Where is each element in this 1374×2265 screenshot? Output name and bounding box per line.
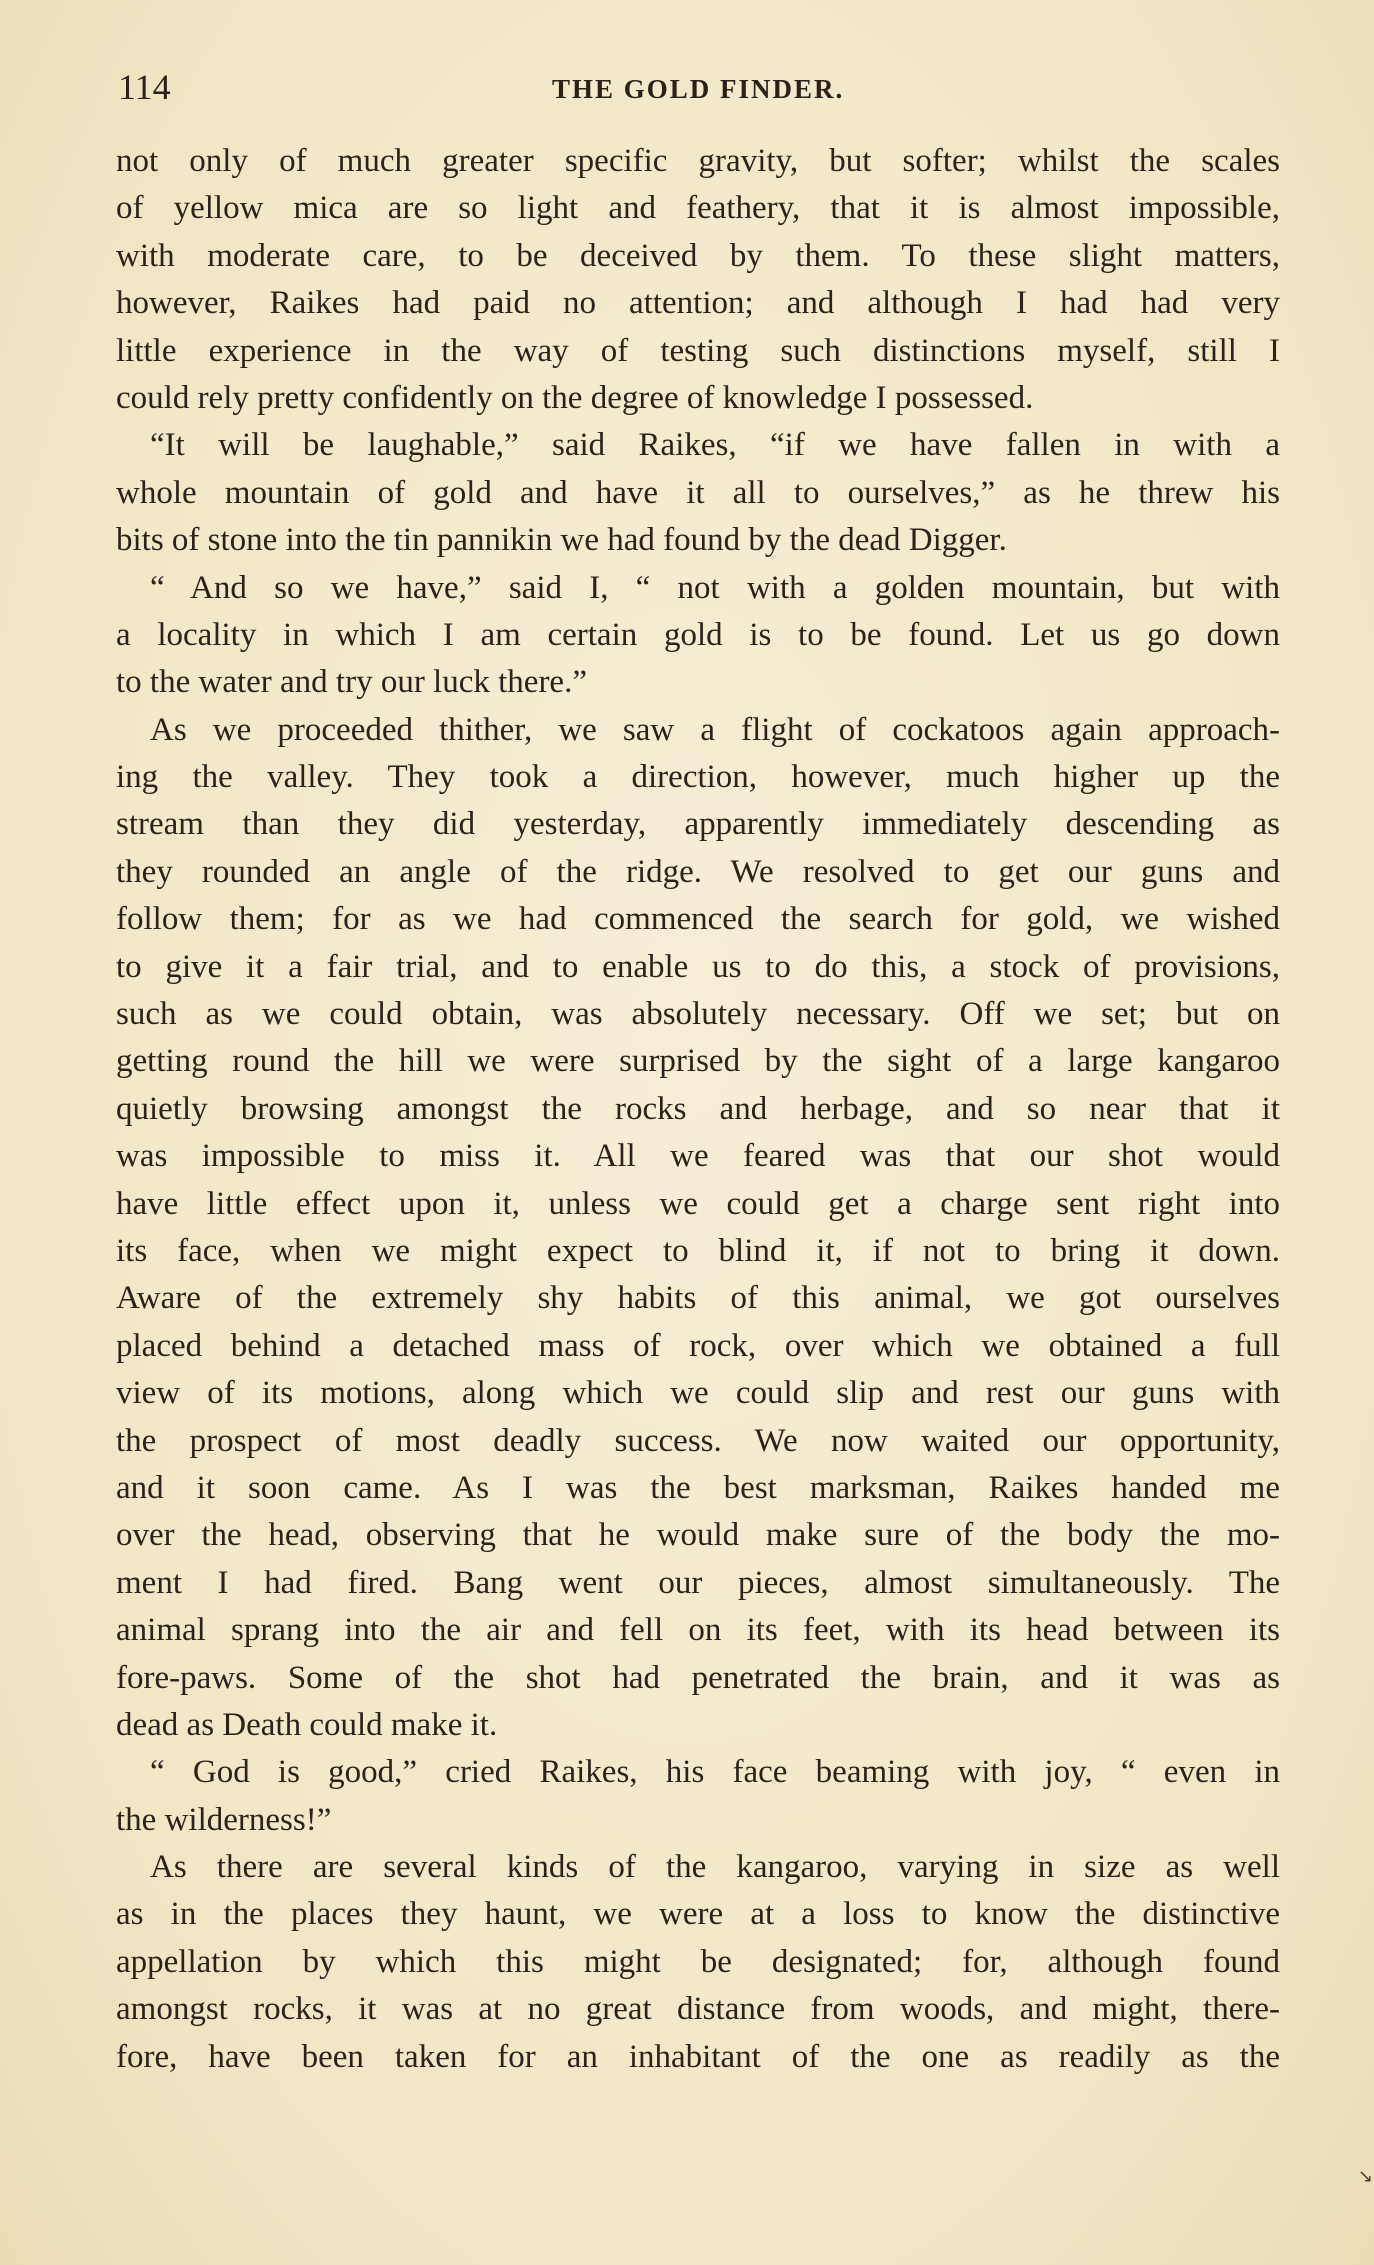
text-line: appellation by which this might be designated; for, although found xyxy=(116,1943,1280,1980)
text-line: they rounded an angle of the ridge. We resolved to get our guns and xyxy=(116,853,1280,890)
text-line: to the water and try our luck there.” xyxy=(116,664,587,701)
text-line: Aware of the extremely shy habits of this animal, we got ourselves xyxy=(116,1280,1280,1317)
text-line: over the head, observing that he would make sure of the body the mo- xyxy=(116,1517,1280,1554)
text-line: “ And so we have,” said I, “ not with a golden mountain, but with xyxy=(150,569,1280,606)
text-line: to give it a fair trial, and to enable us to do this, a stock of provisions, xyxy=(116,948,1280,985)
text-line: and it soon came. As I was the best marksman, Raikes handed me xyxy=(116,1469,1280,1506)
text-line: could rely pretty confidently on the degree of knowledge I possessed. xyxy=(116,379,1034,416)
text-line: with moderate care, to be deceived by them. To these slight matters, xyxy=(116,237,1280,274)
page-number: 114 xyxy=(118,67,171,107)
text-line: quietly browsing amongst the rocks and herbage, and so near that it xyxy=(116,1090,1280,1127)
text-line: was impossible to miss it. All we feared was that our shot would xyxy=(116,1138,1280,1175)
text-line: As we proceeded thither, we saw a flight of cockatoos again approach- xyxy=(150,711,1280,748)
corner-mark: ↘ xyxy=(1358,2166,1374,2187)
text-line: ing the valley. They took a direction, however, much higher up the xyxy=(116,759,1280,796)
text-line: as in the places they haunt, we were at a loss to know the distinctive xyxy=(116,1896,1280,1933)
text-line: follow them; for as we had commenced the search for gold, we wished xyxy=(116,901,1280,938)
text-line: view of its motions, along which we could slip and rest our guns with xyxy=(116,1375,1280,1412)
running-title: THE GOLD FINDER. xyxy=(552,74,845,104)
text-line: placed behind a detached mass of rock, over which we obtained a full xyxy=(116,1327,1280,1364)
text-line: stream than they did yesterday, apparently immediately descending as xyxy=(116,806,1280,843)
running-head xyxy=(118,66,1278,122)
text-line: such as we could obtain, was absolutely necessary. Off we set; but on xyxy=(116,996,1280,1033)
text-line: whole mountain of gold and have it all to ourselves,” as he threw his xyxy=(116,474,1280,511)
text-line: fore, have been taken for an inhabitant of the one as readily as the xyxy=(116,2038,1280,2075)
body-text xyxy=(116,138,1280,2081)
text-line: a locality in which I am certain gold is to be found. Let us go down xyxy=(116,616,1280,653)
text-line: dead as Death could make it. xyxy=(116,1706,498,1743)
text-line: however, Raikes had paid no attention; and although I had had very xyxy=(116,285,1280,322)
text-line: getting round the hill we were surprised by the sight of a large kangaroo xyxy=(116,1043,1280,1080)
text-line: amongst rocks, it was at no great distance from woods, and might, there- xyxy=(116,1991,1280,2028)
text-line: fore-paws. Some of the shot had penetrated the brain, and it was as xyxy=(116,1659,1280,1696)
text-line: little experience in the way of testing such distinctions myself, still I xyxy=(116,332,1280,369)
text-line: bits of stone into the tin pannikin we had found by the dead Digger. xyxy=(116,522,1007,559)
text-line: of yellow mica are so light and feathery, that it is almost impossible, xyxy=(116,190,1280,227)
text-line: “ God is good,” cried Raikes, his face beaming with joy, “ even in xyxy=(150,1754,1280,1791)
text-line: have little effect upon it, unless we could get a charge sent right into xyxy=(116,1185,1280,1222)
text-line: the wilderness!” xyxy=(116,1801,332,1838)
text-line: not only of much greater specific gravity, but softer; whilst the scales xyxy=(116,143,1280,179)
text-line: the prospect of most deadly success. We now waited our opportunity, xyxy=(116,1422,1280,1459)
text-line: ment I had fired. Bang went our pieces, almost simultaneously. The xyxy=(116,1564,1280,1601)
text-line: animal sprang into the air and fell on its feet, with its head between its xyxy=(116,1612,1280,1649)
text-line: As there are several kinds of the kangaroo, varying in size as well xyxy=(150,1849,1280,1886)
text-line: “It will be laughable,” said Raikes, “if we have fallen in with a xyxy=(150,427,1280,464)
text-line: its face, when we might expect to blind it, if not to bring it down. xyxy=(116,1232,1280,1269)
